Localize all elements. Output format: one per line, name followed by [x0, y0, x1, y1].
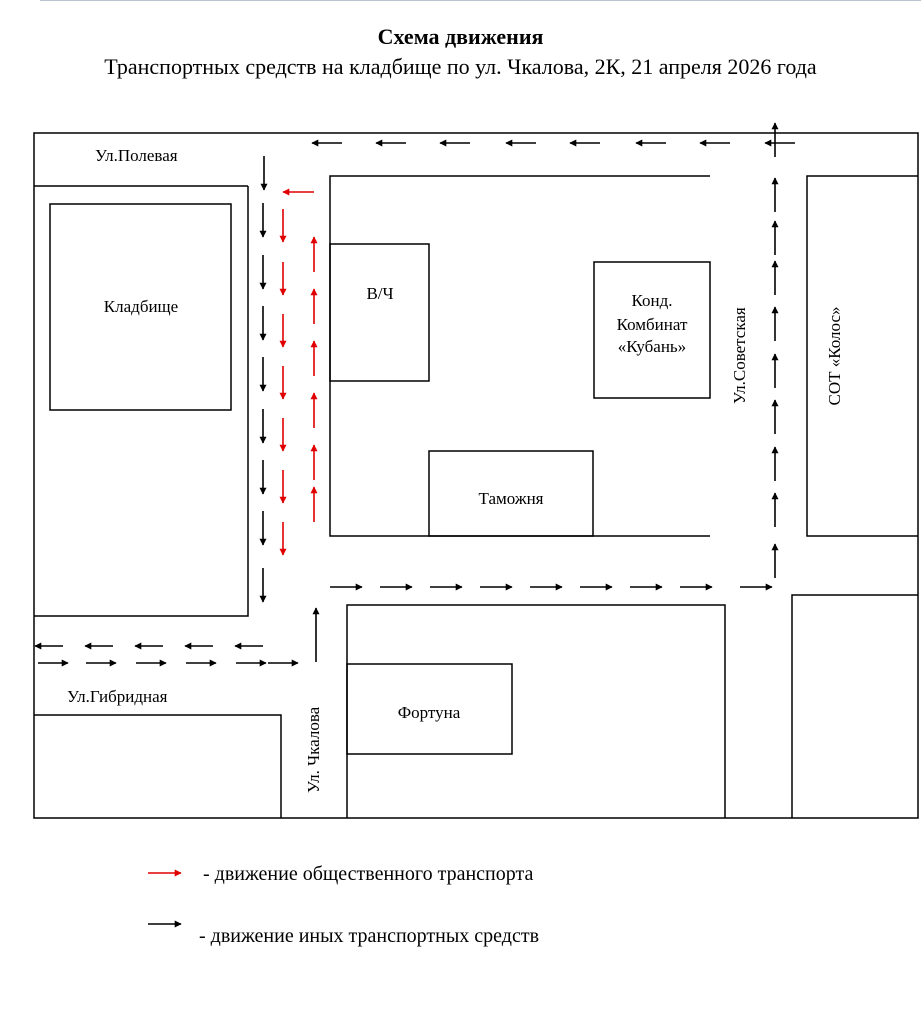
building-label-cemetery: Кладбище: [103, 297, 179, 316]
vch-box: [330, 244, 429, 381]
building-label-konditer-line1: Конд.: [631, 291, 673, 310]
street-label-polevaya: Ул.Полевая: [95, 146, 178, 165]
street-label-sovetskaya: Ул.Советская: [730, 307, 749, 404]
legend-other-transport-label: - движение иных транспортных средств: [199, 925, 540, 947]
legend-public-transport-label: - движение общественного транспорта: [203, 863, 534, 885]
gibridnaya-bottom-edge: [34, 715, 281, 818]
right-bottom-block-edge: [792, 595, 918, 818]
street-label-chkalova: Ул. Чкалова: [304, 706, 323, 793]
diagram-subtitle: Транспортных средств на кладбище по ул. Чкалова, 2К, 21 апреля 2026 года: [104, 54, 817, 79]
building-label-konditer-line2: Комбинат: [616, 315, 688, 334]
diagram-title: Схема движения: [377, 24, 544, 49]
central-block-edge: [330, 176, 710, 536]
building-label-vch: В/Ч: [366, 284, 394, 303]
building-label-fortuna: Фортуна: [397, 703, 461, 722]
building-label-sot: СОТ «Колос»: [825, 306, 844, 406]
building-label-customs: Таможня: [478, 489, 544, 508]
street-label-gibridnaya: Ул.Гибридная: [67, 687, 168, 706]
sot-block-edge: [807, 176, 918, 536]
building-label-konditer-line3: «Кубань»: [617, 337, 687, 356]
cemetery-block-edge: [34, 186, 248, 616]
